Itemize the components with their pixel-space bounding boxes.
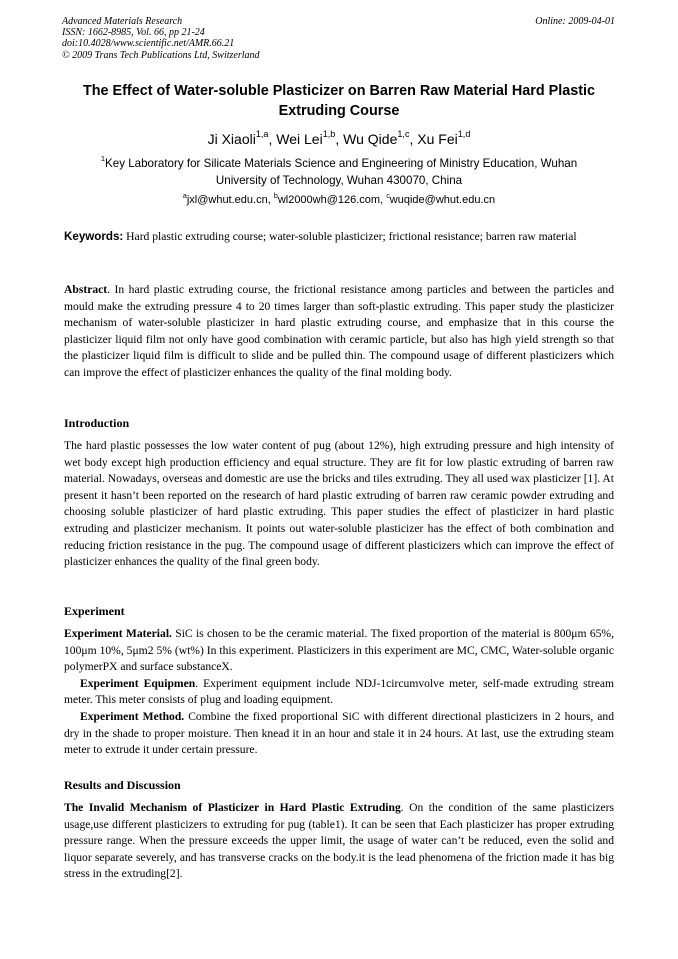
email-list: $^a$jxl@whut.edu.cn, $^b$wl2000wh@126.com, $^c$wuqide@whut.edu.cn <box>182 191 496 206</box>
experiment-material-text: SiC is chosen to be the ceramic material. The fixed proportion of the material is 800μm 65%, 100μm 10%, 5μm2 5% (wt%) In this experiment. Plasticizers in this experiment are MC, CMC, Water-soluble organic polymerPX and surface substanceX. <box>64 627 614 674</box>
keywords-label: Keywords: <box>64 230 124 243</box>
keywords-text: Hard plastic extruding course; water-soluble plasticizer; frictional resistance; barren raw material <box>123 230 577 243</box>
experiment-material <box>64 626 614 676</box>
author-name: Wei Lei <box>276 131 323 147</box>
results-text <box>64 800 614 883</box>
author-name: Wu Qide <box>343 131 398 147</box>
introduction-heading: Introduction <box>64 416 130 430</box>
affiliation <box>64 155 614 189</box>
results-sub-label: The Invalid Mechanism of Plasticizer in Hard Plastic Extruding <box>64 801 401 814</box>
email-address[interactable]: wuqide@whut.edu.cn <box>389 194 496 206</box>
author-sup: 1,d <box>457 129 471 140</box>
author-list: Ji Xiaoli$^{1,a}$, Wei Lei$^{1,b}$, Wu Qide$^{1,c}$, Xu Fei$^{1,d}$ <box>207 129 471 147</box>
experiment-material-label: Experiment Material. <box>64 627 172 640</box>
author-sup: 1,b <box>322 129 336 140</box>
email-sup: c <box>386 191 390 200</box>
keywords <box>64 229 614 246</box>
introduction-text: The hard plastic possesses the low water content of pug (about 12%), high extruding pressure and high intensity of wet body except high production efficiency and equal structure. They are fit for low plastic extruding of barren raw material. Nowadays, overseas and domestic are use the bricks and tiles extruding. They all used wax plasticizer [1]. At present it hasn’t been reported on the research of hard plastic extruding of barren raw ceramic powder extruding and choosing soluble plasticizer of hard plastic extruding. This paper studies the effect of plasticizer in hard plastic extruding and plasticizer mechanism. It points out water-soluble plasticizer has the effect of both combination and reducing friction resistance in the pug. The compound usage of different plasticizers which can improve the effect of plasticizer enhances the quality of the final green body. <box>64 439 614 569</box>
email-sup: b <box>273 191 278 200</box>
affiliation-line-1: Key Laboratory for Silicate Materials Science and Engineering of Ministry Education, Wuhan <box>105 157 578 170</box>
experiment-heading: Experiment <box>64 604 125 618</box>
email-sup: a <box>182 191 187 200</box>
experiment-equipment-text: . Experiment equipment include NDJ-1circumvolve meter, self-made extruding stream meter. This meter consists of plug and loading equipment. <box>64 676 614 707</box>
experiment-method <box>64 709 614 759</box>
experiment-method-label: Experiment Method. <box>80 709 185 723</box>
author-sup: 1,a <box>255 129 269 140</box>
email-address[interactable]: wl2000wh@126.com <box>277 194 381 206</box>
doi-line: doi:10.4028/www.scientific.net/AMR.66.21 <box>62 38 235 50</box>
abstract-text: . In hard plastic extruding course, the frictional resistance among particles and between the particles and mould make the extruding pressure 4 to 20 times larger than soft-plastic extruding. This paper study the plasticizer mechanism of water-soluble plasticizer in hard plastic extruding course, and emphasize that in this course the plasticizer liquid film not only have good combination with ceramic particle, but also has high yield strength so that the plasticizer liquid film is difficult to slide and be pulled thin. The compound usage of different plasticizers which can improve the effect of plasticizer enhances the quality of the final molding body. <box>64 283 614 379</box>
experiment-equipment-label: Experiment Equipmen <box>80 676 196 690</box>
results-body: . On the condition of the same plasticizers usage,use different plasticizers to extruding for pug (table1). It can be seen that Each plasticizer has proper extruding pressure range. When the pressure exceeds the upper limit, the usage of water can’t be reduced, even the solid and liquor separate severely, and has transverse cracks on the body.it is the lead phenomena of the friction made it has big stress in the extruding[2]. <box>64 801 614 881</box>
affiliation-line-2: University of Technology, Wuhan 430070, China <box>215 174 463 187</box>
paper-title: The Effect of Water-soluble Plasticizer on Barren Raw Material Hard Plastic Extruding Course <box>82 83 596 119</box>
author-name: Xu Fei <box>417 131 458 147</box>
copyright-line: © 2009 Trans Tech Publications Ltd, Switzerland <box>62 49 260 61</box>
author-name: Ji Xiaoli <box>207 131 256 147</box>
email-address[interactable]: jxl@whut.edu.cn <box>186 194 268 206</box>
abstract-label: Abstract <box>64 283 108 296</box>
abstract <box>64 282 614 382</box>
author-sup: 1,c <box>397 129 410 140</box>
journal-header <box>62 16 260 61</box>
experiment-method-text: Combine the fixed proportional SiC with different directional plasticizers in 2 hours, and dry in the shade to proper moisture. Then knead it in an hour and stale it in 24 hours. At last, use the extruding steam meter to extrude it under certain pressure. <box>64 709 614 757</box>
issn-line: ISSN: 1662-8985, Vol. 66, pp 21-24 <box>62 27 205 39</box>
results-heading: Results and Discussion <box>64 778 181 792</box>
experiment-equipment <box>64 676 614 709</box>
online-date: Online: 2009-04-01 <box>535 16 615 27</box>
affiliation-sup: 1 <box>100 154 106 164</box>
journal-name: Advanced Materials Research <box>62 16 183 27</box>
experiment-body <box>64 626 614 759</box>
